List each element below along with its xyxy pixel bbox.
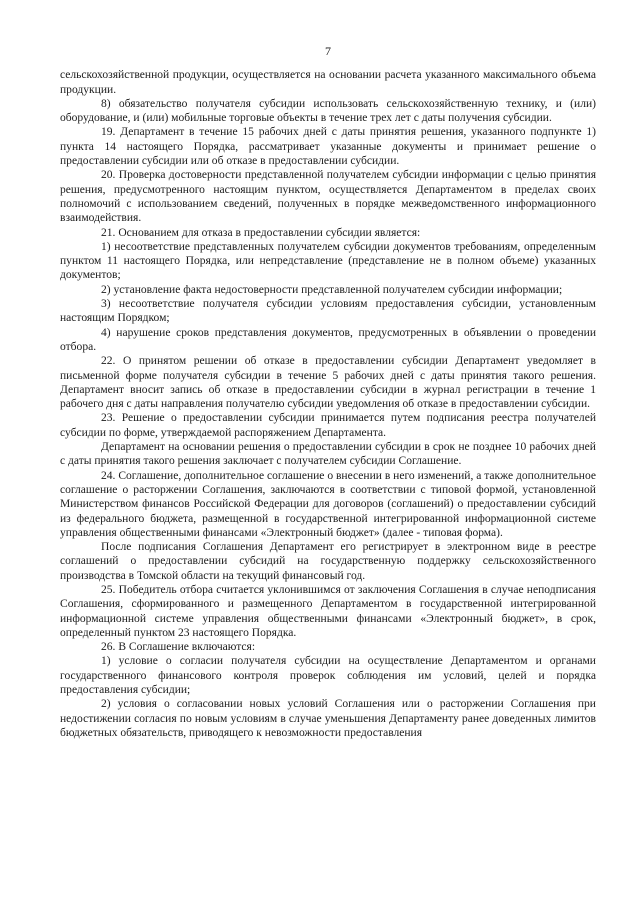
paragraph: 25. Победитель отбора считается уклонившимся от заключения Соглашения в случае неподписания Соглашения, сформированного и размещенного Департаментом в государственной интегрированной информационной системе управления общественными финансами «Электронный бюджет», в срок, определенный пунктом 23 настоящего Порядка. xyxy=(60,583,596,639)
paragraph: 23. Решение о предоставлении субсидии принимается путем подписания реестра получателей субсидии по форме, утверждаемой распоряжением Департамента. xyxy=(60,412,596,439)
paragraph: 19. Департамент в течение 15 рабочих дней с даты принятия решения, указанного подпункте 1) пункта 14 настоящего Порядка, рассматривает указанные документы и принимает решение о предоставлении субсидии или об отказе в предоставлении субсидии. xyxy=(60,126,596,168)
paragraph: После подписания Соглашения Департамент его регистрирует в электронном виде в реестре соглашений о предоставлении субсидий на государственную поддержку сельскохозяйственного производства в Томской области на текущий финансовый год. xyxy=(60,541,596,582)
paragraph: 8) обязательство получателя субсидии использовать сельскохозяйственную технику, и (или) оборудование, и (или) мобильные торговые объекты в течение трех лет с даты получения субсидии. xyxy=(60,97,596,125)
paragraph: 4) нарушение сроков представления документов, предусмотренных в объявлении о проведении отбора. xyxy=(60,326,596,353)
paragraph: 22. О принятом решении об отказе в предоставлении субсидии Департамент уведомляет в письменной форме получателя субсидии в течение 5 рабочих дней с даты принятия такого решения. Департамент вносит запись об отказе в предоставлении субсидии в журнал регистрации в течение 1 рабочего дня с даты направления получателю субсидии уведомления об отказе в предоставлении субсидии. xyxy=(60,355,596,411)
paragraph: 1) несоответствие представленных получателем субсидии документов требованиям, определенным пунктом 11 настоящего Порядка, или непредставление (представление не в полном объеме) указанных документов; xyxy=(60,240,596,282)
paragraph: 1) условие о согласии получателя субсидии на осуществление Департаментом и органами государственного финансового контроля проверок соблюдения им условий, целей и порядка предоставления субсидии; xyxy=(60,655,596,697)
paragraph: 21. Основанием для отказа в предоставлении субсидии является: xyxy=(101,226,421,239)
paragraph: Департамент на основании решения о предоставлении субсидии в срок не позднее 10 рабочих дней с даты принятия такого решения заключает с получателем субсидии Соглашение. xyxy=(60,441,596,468)
page-number: 7 xyxy=(325,44,331,58)
paragraph: сельскохозяйственной продукции, осуществляется на основании расчета указанного максимального объема продукции. xyxy=(60,69,596,96)
paragraph: 2) условия о согласовании новых условий Соглашения или о расторжении Соглашения при недостижении согласия по новым условиям в случае уменьшения Департаменту ранее доведенных лимитов бюджетных обязательств, приводящего к невозможности предоставления xyxy=(60,698,596,739)
paragraph: 3) несоответствие получателя субсидии условиям предоставления субсидии, установленным настоящим Порядком; xyxy=(60,298,596,325)
document-page xyxy=(60,44,596,740)
paragraph: 20. Проверка достоверности представленной получателем субсидии информации с целью принятия решения, предусмотренного настоящим пунктом, осуществляется Департаментом в пределах своих полномочий с использованием сведений, полученных в порядке межведомственного информационного взаимодействия. xyxy=(60,169,596,225)
paragraph: 24. Соглашение, дополнительное соглашение о внесении в него изменений, а также дополнительное соглашение о расторжении Соглашения, заключаются в соответствии с типовой формой, установленной Министерством финансов Российской Федерации для договоров (соглашений) о предоставлении субсидий из федерального бюджета, размещенной в государственной интегрированной информационной системе управления общественными финансами «Электронный бюджет» (далее - типовая форма). xyxy=(60,469,596,539)
paragraph: 26. В Соглашение включаются: xyxy=(101,641,256,654)
paragraph: 2) установление факта недостоверности представленной получателем субсидии информации; xyxy=(101,283,563,296)
document-body xyxy=(60,68,596,740)
